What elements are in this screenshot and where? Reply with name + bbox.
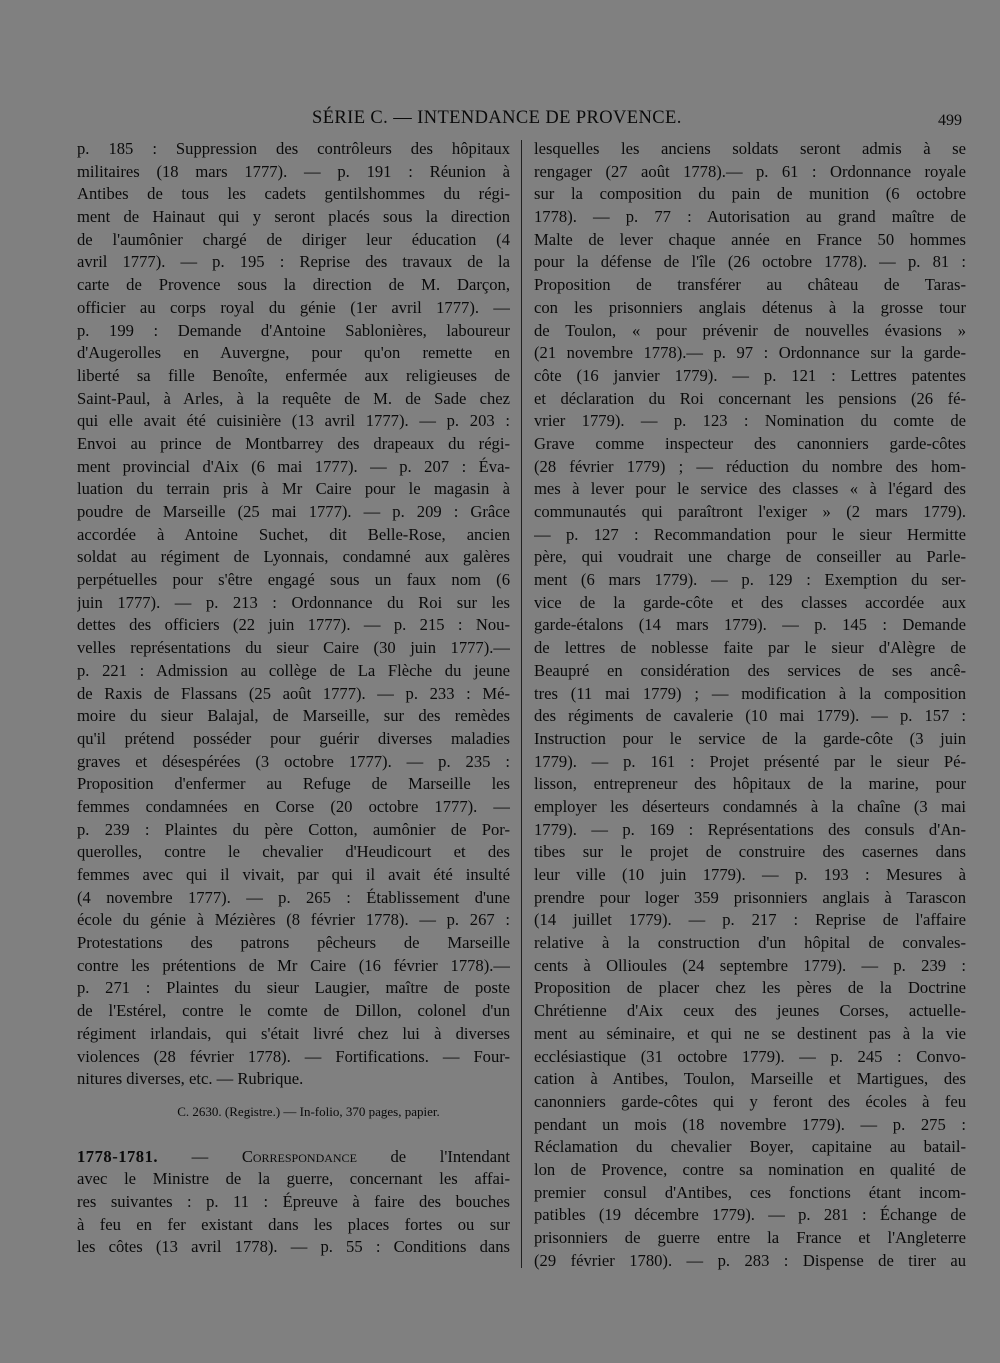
text-line: ment provincial d'Aix (6 mai 1777). — p. 207 : Éva- [77, 456, 510, 476]
text-line: Beaupré en considération des services de ses ancê- [534, 660, 966, 680]
text-line: contre les prétentions de Mr Caire (16 février 1778).— [77, 955, 510, 975]
text-line: pendant un mois (18 novembre 1779). — p. 275 : [534, 1114, 966, 1134]
text-line: carte de Provence sous la direction de M. Darçon, [77, 275, 510, 295]
text-line: d'Augerolles en Auvergne, pour qu'on remette en [77, 343, 510, 363]
text-line: ecclésiastique (31 octobre 1779). — p. 245 : Convo- [534, 1046, 966, 1066]
text-line: nitures diverses, etc. — Rubrique. [77, 1069, 304, 1089]
text-line: ment (6 mars 1779). — p. 129 : Exemption du ser- [534, 570, 966, 590]
text-line: avec le Ministre de la guerre, concernant les affai- [77, 1169, 510, 1189]
page-title: SÉRIE C. — INTENDANCE DE PROVENCE. [312, 108, 682, 128]
text-line: accordée à Antoine Suchet, dit Belle-Rose, ancien [77, 524, 510, 544]
text-line: officier au corps royal du génie (1er avril 1777). — [77, 297, 510, 317]
text-line: Chrétienne d'Aix ceux des jeunes Corses, actuelle- [534, 1001, 966, 1021]
text-line: cents à Ollioules (24 septembre 1779). — p. 239 : [534, 955, 966, 975]
right-column [534, 138, 966, 1272]
text-line: mes à lever pour le service des classes « à l'égard des [534, 479, 966, 499]
text-line: de Toulon, « pour prévenir de nouvelles évasions » [534, 320, 966, 340]
text-line: pour la défense de l'île (26 octobre 1778). — p. 81 : [534, 252, 966, 272]
entry-number: 1778-1781. [77, 1146, 159, 1166]
text-line: communautés qui paraîtront l'exiger » (2 mars 1779). [534, 502, 966, 521]
text-line: 1779). — p. 161 : Projet présenté par le sieur Pé- [534, 751, 966, 771]
text-line: vrier 1779). — p. 123 : Nomination du comte de [534, 411, 966, 431]
text-line: père, qui voudrait une charge de conseiller au Parle- [534, 547, 966, 567]
text-line: querolles, contre le chevalier d'Heudicourt et des [77, 842, 510, 862]
text-line: femmes condamnées en Corse (20 octobre 1777). — [77, 796, 510, 816]
text-line: qui elle avait été cuisinière (13 avril 1777). — p. 203 : [77, 411, 510, 431]
text-line: p. 199 : Demande d'Antoine Sablonières, laboureur [77, 320, 510, 340]
text-line: garde-étalons (14 mars 1779). — p. 145 : Demande [534, 615, 966, 635]
text-line: Réclamation du chevalier Boyer, capitaine au batail- [534, 1137, 966, 1157]
text-line: premier consul d'Antibes, ces fonctions étant incom- [534, 1182, 966, 1202]
text-line: p. 185 : Suppression des contrôleurs des hôpitaux [77, 139, 510, 158]
text-line: 1779). — p. 169 : Représentations des consuls d'An- [534, 819, 966, 839]
text-line: côte (16 janvier 1779). — p. 121 : Lettres patentes [534, 365, 966, 385]
text-line: 1778). — p. 77 : Autorisation au grand maître de [534, 207, 966, 227]
entry-heading: Correspondance [241, 1146, 357, 1166]
text-line: Protestations des patrons pêcheurs de Marseille [77, 933, 510, 953]
text-line: juin 1777). — p. 213 : Ordonnance du Roi sur les [77, 592, 510, 612]
text-line: (14 juillet 1779). — p. 217 : Reprise de l'affaire [534, 910, 966, 930]
text-line: ment au séminaire, et qui ne se destinent pas à la vie [534, 1023, 966, 1043]
text-line: Saint-Paul, à Arles, à la requête de M. de Sade chez [77, 388, 510, 408]
text-line: p. 271 : Plaintes du sieur Laugier, maître de poste [77, 978, 510, 998]
text-line: (29 février 1780). — p. 283 : Dispense de tirer au [534, 1250, 966, 1270]
text-line: de l'aumônier chargé de diriger leur éducation (4 [77, 229, 510, 249]
text-line: ment de Hainaut qui y seront placés sous la direction [77, 207, 510, 227]
text-line: dettes des officiers (22 juin 1777). — p. 215 : Nou- [77, 615, 510, 635]
text-line: de l'Estérel, contre le comte de Dillon, colonel d'un [77, 1001, 510, 1021]
text-line: canonniers garde-côtes qui y feront des écoles à feu [534, 1091, 966, 1111]
text-line: leur ville (10 juin 1779). — p. 193 : Mesures à [534, 865, 966, 884]
running-header [0, 108, 1000, 134]
text-line: et déclaration du Roi concernant les pensions (26 fé- [534, 388, 966, 408]
text-line: les côtes (13 avril 1778). — p. 55 : Conditions dans [77, 1237, 510, 1257]
text-line: lisson, entrepreneur des hôpitaux de la marine, pour [534, 774, 966, 794]
text-line: cation à Antibes, Toulon, Marseille et Martigues, des [534, 1069, 966, 1089]
text-line: de lettres de noblesse faite par le sieur d'Alègre de [534, 638, 966, 658]
text-line: con les prisonniers anglais détenus à la grosse tour [534, 297, 966, 317]
text-line: perpétuelles pour s'être engagé sous un faux nom (6 [77, 570, 510, 590]
text-line: qu'il prétend posséder pour guérir diverses maladies [77, 728, 510, 748]
text-line: à feu en fer existant dans les places fortes ou sur [77, 1214, 510, 1234]
register-note: C. 2630. (Registre.) — In-folio, 370 pages, papier. [177, 1103, 440, 1119]
text-line: rengager (27 août 1778).— p. 61 : Ordonnance royale [534, 161, 966, 181]
left-column [77, 138, 510, 1259]
text-line: de Raxis de Flassans (25 août 1777). — p. 233 : Mé- [77, 683, 510, 703]
text-line: soldat au régiment de Lyonnais, condamné aux galères [77, 547, 510, 567]
text-line: (4 novembre 1777). — p. 265 : Établissement d'une [77, 887, 510, 907]
text-line: (21 novembre 1778).— p. 97 : Ordonnance sur la garde- [534, 343, 966, 363]
text-line: école du génie à Mézières (8 février 1778). — p. 267 : [77, 910, 510, 930]
text-line: lon de Provence, contre sa nomination en qualité de [534, 1159, 966, 1179]
column-divider [521, 140, 522, 1268]
text-line: vice de la garde-côte et des classes accordée aux [534, 592, 966, 612]
text-line: res suivantes : p. 11 : Épreuve à faire des bouches [77, 1191, 510, 1211]
text-line: Proposition de transférer au château de Taras- [534, 275, 966, 295]
right-column-text [534, 138, 966, 1272]
text-line: régiment irlandais, qui s'était livré chez lui à diverses [77, 1023, 510, 1043]
text-line: graves et désespérées (3 octobre 1777). — p. 235 : [77, 751, 510, 771]
text-line: tres (11 mai 1779) ; — modification à la composition [534, 683, 966, 703]
text-line: violences (28 février 1778). — Fortifications. — Four- [77, 1046, 510, 1066]
text-line: liberté sa fille Benoîte, enfermée aux religieuses de [77, 365, 510, 385]
text-line: velles représentations du sieur Caire (30 juin 1777).— [77, 638, 510, 658]
text-line: tibes sur le projet de construire des casernes dans [534, 842, 966, 862]
left-column-text [77, 138, 510, 1091]
text-line: moire du sieur Balajal, de Marseille, sur des remèdes [77, 706, 510, 726]
text-line: prendre pour loger 359 prisonniers anglais à Tarascon [534, 887, 966, 907]
page-number: 499 [938, 112, 962, 129]
text-line: femmes avec qui il vivait, par qui il avait été insulté [77, 865, 510, 884]
text-line: employer les déserteurs condamnés à la chaîne (3 mai [534, 796, 966, 816]
text-line: — p. 127 : Recommandation pour le sieur Hermitte [534, 524, 966, 544]
text-line: (28 février 1779) ; — réduction du nombre des hom- [534, 456, 966, 476]
entry-block [77, 1146, 510, 1259]
text-line: luation du terrain pris à Mr Caire pour le magasin à [77, 479, 510, 499]
text-line: poudre de Marseille (25 mai 1777). — p. 209 : Grâce [77, 502, 510, 521]
text-line: Envoi au prince de Montbarrey des drapeaux du régi- [77, 433, 510, 453]
text-line: p. 221 : Admission au collège de La Flèche du jeune [77, 660, 510, 680]
text-line: p. 239 : Plaintes du père Cotton, aumônier de Por- [77, 819, 510, 839]
text-line: Malte de lever chaque année en France 50 hommes [534, 229, 966, 249]
text-line: avril 1777). — p. 195 : Reprise des travaux de la [77, 252, 510, 272]
entry-heading-rest: de l'Intendant [356, 1146, 510, 1166]
text-line: sur la composition du pain de munition (6 octobre [534, 184, 966, 204]
text-line: Proposition d'enfermer au Refuge de Marseille les [77, 774, 510, 794]
text-line: militaires (18 mars 1777). — p. 191 : Réunion à [77, 161, 510, 181]
text-line: lesquelles les anciens soldats seront admis à se [534, 139, 966, 158]
text-line: Proposition de placer chez les pères de la Doctrine [534, 978, 966, 998]
text-line: patibles (19 décembre 1779). — p. 281 : Échange de [534, 1205, 966, 1225]
text-line: Instruction pour le service de la garde-côte (3 juin [534, 728, 966, 748]
text-line: prisonniers de guerre entre la France et l'Angleterre [534, 1228, 966, 1247]
text-line: Antibes de tous les cadets gentilshommes du régi- [77, 184, 510, 204]
entry-first-line: 1778-1781. — Correspondance de l'Intendant [77, 1146, 510, 1166]
text-line: des régiments de cavalerie (10 mai 1779). — p. 157 : [534, 706, 966, 726]
text-line: Grave comme inspecteur des canonniers garde-côtes [534, 433, 966, 453]
text-line: relative à la construction d'un hôpital de convales- [534, 933, 966, 953]
